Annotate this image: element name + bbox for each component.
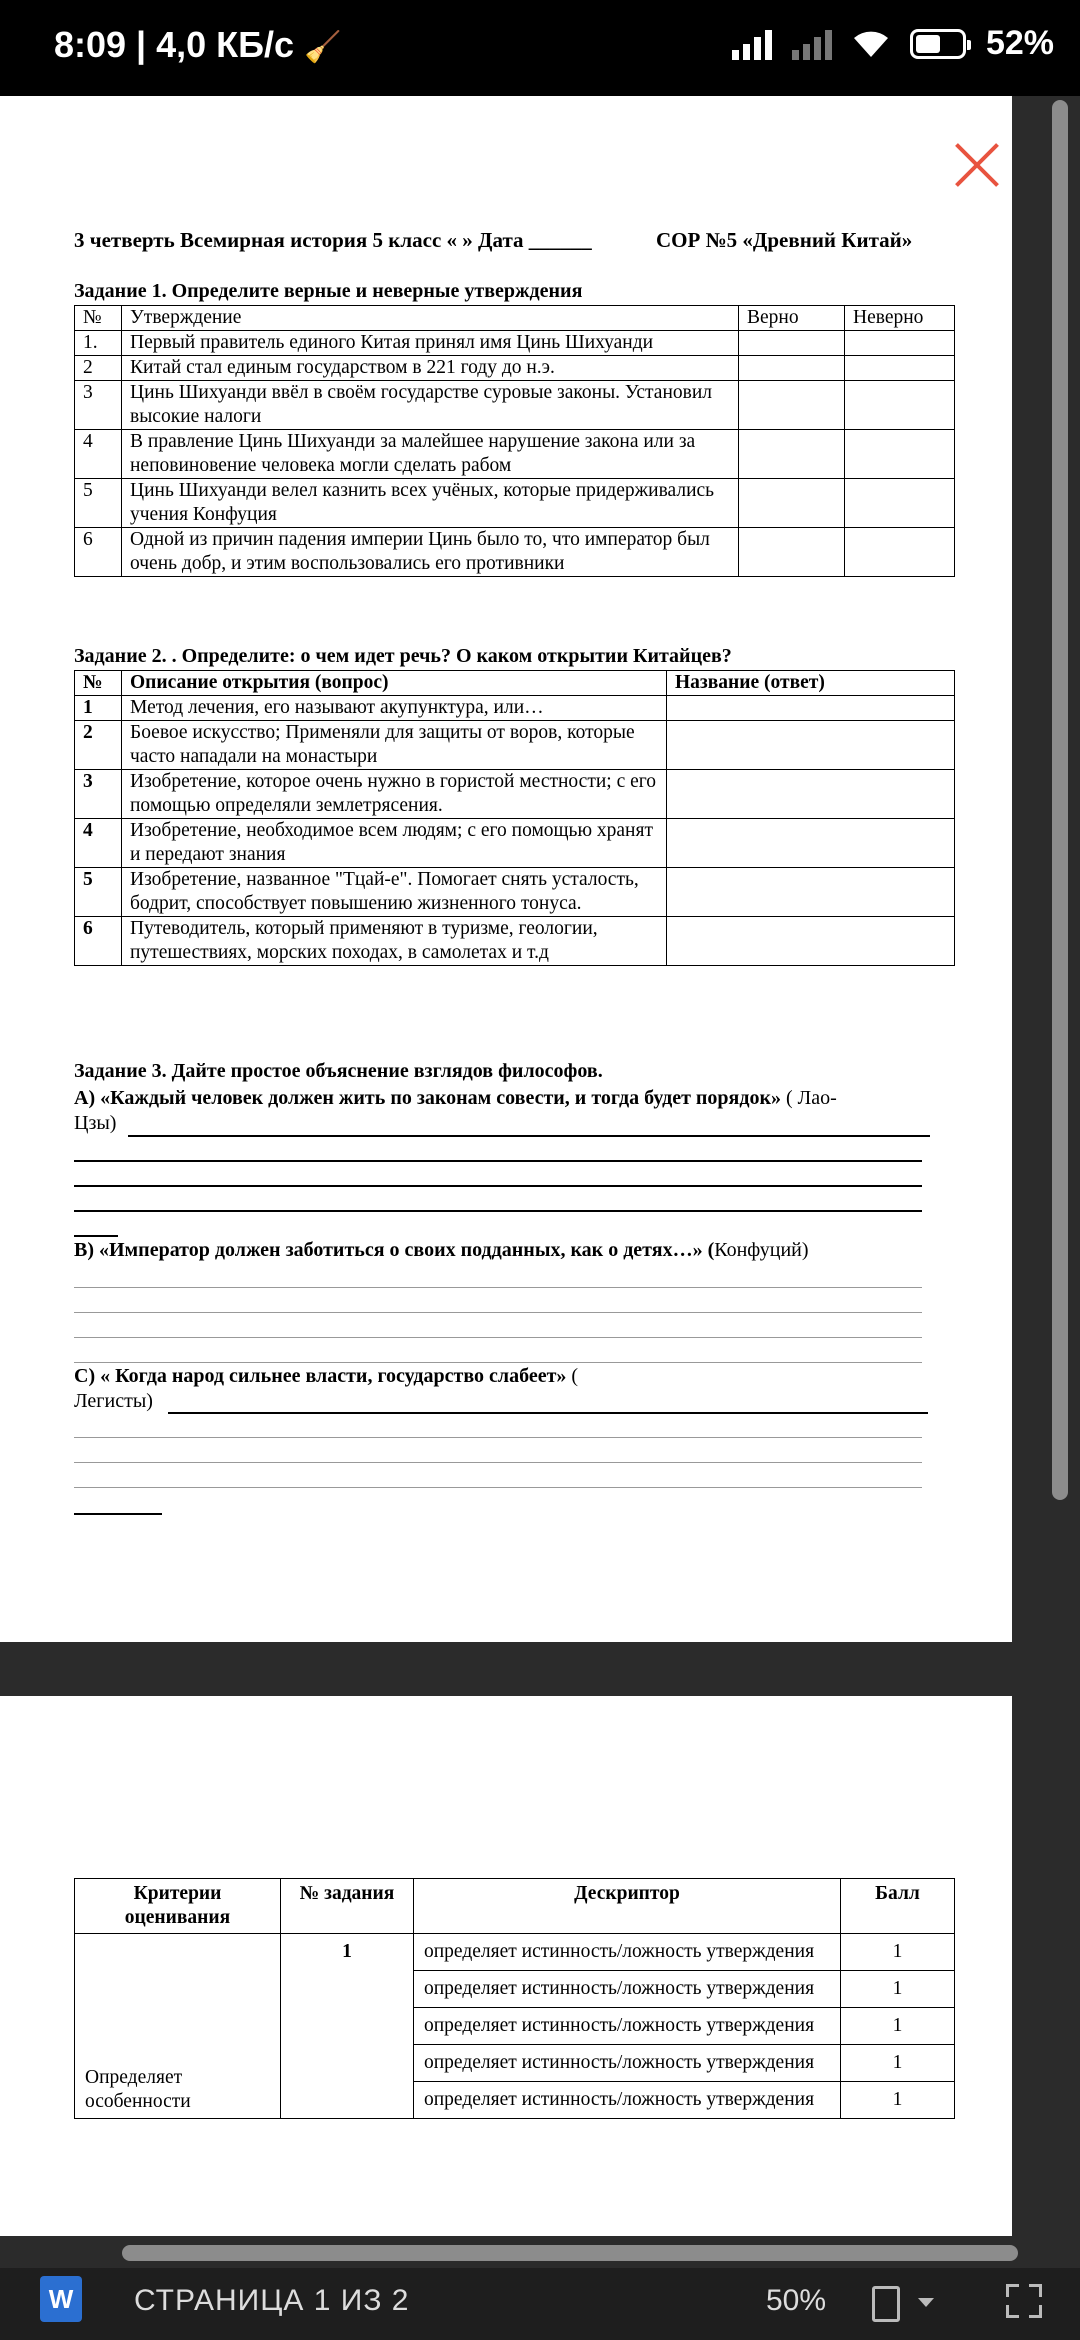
row-statement: В правление Цинь Шихуанди за малейшее нарушение закона или за неповиновение человека могли сделать рабом — [122, 430, 739, 479]
table-row — [75, 479, 955, 528]
table-header-row — [75, 671, 955, 696]
page-indicator: СТРАНИЦА 1 ИЗ 2 — [134, 2284, 410, 2317]
broom-icon: 🧹 — [304, 31, 342, 64]
column-header: Название (ответ) — [667, 671, 955, 696]
table-row — [75, 430, 955, 479]
task2-title: Задание 2. . Определите: о чем идет речь? О каком открытии Китайцев? — [74, 645, 732, 667]
answer-cell-true[interactable] — [739, 479, 845, 528]
battery-icon — [910, 29, 966, 59]
column-header: Дескриптор — [414, 1879, 841, 1934]
score-cell: 1 — [841, 2082, 955, 2119]
quote-c: С) « Когда народ сильнее власти, государство слабеет» — [74, 1365, 567, 1387]
task-number-cell: 1 — [281, 1934, 414, 2119]
table-row — [75, 696, 955, 721]
answer-line[interactable] — [74, 1160, 922, 1162]
column-header: № — [75, 671, 122, 696]
answer-cell[interactable] — [667, 721, 955, 770]
row-description: Изобретение, необходимое всем людям; с его помощью хранят и передают знания — [122, 819, 667, 868]
answer-cell-true[interactable] — [739, 430, 845, 479]
column-header: Неверно — [845, 306, 955, 331]
status-time: 8:09 | 4,0 КБ/с — [54, 24, 295, 65]
table-header-row — [75, 306, 955, 331]
signal-2-icon — [792, 28, 832, 60]
row-number: 5 — [75, 868, 122, 917]
question-c-author-line — [74, 1390, 153, 1413]
answer-line[interactable] — [74, 1287, 922, 1288]
row-statement: Цинь Шихуанди велел казнить всех учёных, которые придерживались учения Конфуция — [122, 479, 739, 528]
score-cell: 1 — [841, 2008, 955, 2045]
table-row — [75, 331, 955, 356]
row-number: 2 — [75, 721, 122, 770]
answer-cell-false[interactable] — [845, 430, 955, 479]
answer-cell-true[interactable] — [739, 381, 845, 430]
table-row — [75, 356, 955, 381]
signal-icon — [732, 28, 772, 60]
answer-cell-false[interactable] — [845, 331, 955, 356]
task1-table — [74, 305, 955, 577]
answer-line[interactable] — [74, 1312, 922, 1313]
row-number: 4 — [75, 819, 122, 868]
table-row — [75, 721, 955, 770]
status-icons — [732, 24, 1054, 63]
view-mode-icon[interactable] — [872, 2286, 900, 2322]
task3-title: Задание 3. Дайте простое объяснение взглядов философов. — [74, 1060, 603, 1082]
quote-b: В) «Император должен заботиться о своих подданных, как о детях…» ( — [74, 1239, 715, 1261]
battery-percent: 52% — [985, 24, 1054, 62]
row-statement: Цинь Шихуанди ввёл в своём государстве суровые законы. Установил высокие налоги — [122, 381, 739, 430]
answer-line[interactable] — [74, 1437, 922, 1438]
column-header: Балл — [841, 1879, 955, 1934]
answer-line[interactable] — [74, 1337, 922, 1338]
row-number: 5 — [75, 479, 122, 528]
table-row — [75, 819, 955, 868]
status-bar — [0, 0, 1080, 96]
author-a-cont: Цзы) — [74, 1112, 117, 1134]
fit-screen-icon[interactable] — [1006, 2284, 1042, 2318]
answer-line[interactable] — [168, 1412, 928, 1414]
row-statement: Одной из причин падения империи Цинь было то, что император был очень добр, и этим воспользовались его противники — [122, 528, 739, 577]
answer-line[interactable] — [74, 1210, 922, 1212]
score-cell: 1 — [841, 2045, 955, 2082]
horizontal-scrollbar[interactable] — [122, 2245, 1018, 2261]
answer-cell[interactable] — [667, 917, 955, 966]
document-header — [74, 228, 913, 253]
answer-cell-true[interactable] — [739, 356, 845, 381]
status-time-speed — [54, 24, 341, 66]
task2-table — [74, 670, 955, 966]
answer-cell-false[interactable] — [845, 479, 955, 528]
word-app-icon[interactable]: W — [40, 2276, 82, 2322]
author-c: ( — [566, 1365, 579, 1387]
answer-line[interactable] — [74, 1362, 922, 1363]
descriptor-cell: определяет истинность/ложность утверждения — [414, 2045, 841, 2082]
table-row — [75, 770, 955, 819]
vertical-scrollbar[interactable] — [1052, 100, 1068, 1500]
answer-line[interactable] — [128, 1135, 930, 1137]
criteria-table — [74, 1878, 955, 2119]
row-number: 1. — [75, 331, 122, 356]
column-header: № задания — [281, 1879, 414, 1934]
descriptor-cell: определяет истинность/ложность утверждения — [414, 1971, 841, 2008]
question-b — [74, 1239, 809, 1262]
row-number: 2 — [75, 356, 122, 381]
answer-line[interactable] — [74, 1487, 922, 1488]
answer-line[interactable] — [74, 1462, 922, 1463]
quote-a: А) «Каждый человек должен жить по законам совести, и тогда будет порядок» — [74, 1087, 782, 1109]
header-left: 3 четверть Всемирная история 5 класс « » Дата ______ — [74, 228, 592, 252]
answer-line[interactable] — [74, 1235, 118, 1237]
descriptor-cell: определяет истинность/ложность утверждения — [414, 2008, 841, 2045]
wifi-icon — [852, 29, 890, 59]
column-header: Описание открытия (вопрос) — [122, 671, 667, 696]
answer-cell-false[interactable] — [845, 528, 955, 577]
table-row — [75, 528, 955, 577]
row-number: 6 — [75, 917, 122, 966]
descriptor-cell: определяет истинность/ложность утверждения — [414, 2082, 841, 2119]
score-cell: 1 — [841, 1934, 955, 1971]
answer-cell[interactable] — [667, 868, 955, 917]
column-header: Утверждение — [122, 306, 739, 331]
table-row — [75, 1934, 955, 1971]
row-statement: Первый правитель единого Китая принял имя Цинь Шихуанди — [122, 331, 739, 356]
row-statement: Китай стал единым государством в 221 году до н.э. — [122, 356, 739, 381]
row-description: Путеводитель, который применяют в туризме, геологии, путешествиях, морских походах, в самолетах и т.д — [122, 917, 667, 966]
header-right: СОР №5 «Древний Китай» — [656, 228, 913, 252]
table-row — [75, 917, 955, 966]
row-number: 3 — [75, 381, 122, 430]
zoom-level[interactable]: 50% — [766, 2284, 827, 2317]
row-number: 1 — [75, 696, 122, 721]
author-b: Конфуций) — [714, 1239, 809, 1261]
column-header: Критерии оценивания — [75, 1879, 281, 1934]
chevron-down-icon[interactable] — [918, 2298, 934, 2307]
answer-line[interactable] — [74, 1513, 162, 1515]
answer-cell[interactable] — [667, 819, 955, 868]
criterion-cell: Определяет особенности — [75, 1934, 281, 2119]
column-header: № — [75, 306, 122, 331]
author-a: ( Лао- — [781, 1087, 837, 1109]
answer-cell[interactable] — [667, 696, 955, 721]
close-icon[interactable] — [954, 142, 1000, 188]
row-description: Метод лечения, его называют акупунктура, или… — [122, 696, 667, 721]
question-c — [74, 1365, 578, 1388]
row-description: Боевое искусство; Применяли для защиты от воров, которые часто нападали на монастыри — [122, 721, 667, 770]
question-a-author-line — [74, 1112, 116, 1135]
row-number: 4 — [75, 430, 122, 479]
table-row — [75, 868, 955, 917]
row-description: Изобретение, которое очень нужно в гористой местности; с его помощью определяли землетрясения. — [122, 770, 667, 819]
score-cell: 1 — [841, 1971, 955, 2008]
bottom-toolbar — [0, 2268, 1080, 2340]
answer-cell-true[interactable] — [739, 331, 845, 356]
answer-line[interactable] — [74, 1185, 922, 1187]
row-number: 3 — [75, 770, 122, 819]
answer-cell[interactable] — [667, 770, 955, 819]
answer-cell-false[interactable] — [845, 356, 955, 381]
task1-title: Задание 1. Определите верные и неверные утверждения — [74, 280, 583, 302]
question-a — [74, 1087, 837, 1110]
answer-cell-false[interactable] — [845, 381, 955, 430]
row-description: Изобретение, названное "Тцай-е". Помогает снять усталость, бодрит, способствует повышению жизненного тонуса. — [122, 868, 667, 917]
table-row — [75, 381, 955, 430]
author-c-cont: Легисты) — [74, 1390, 153, 1412]
row-number: 6 — [75, 528, 122, 577]
column-header: Верно — [739, 306, 845, 331]
table-header-row — [75, 1879, 955, 1934]
answer-cell-true[interactable] — [739, 528, 845, 577]
descriptor-cell: определяет истинность/ложность утверждения — [414, 1934, 841, 1971]
